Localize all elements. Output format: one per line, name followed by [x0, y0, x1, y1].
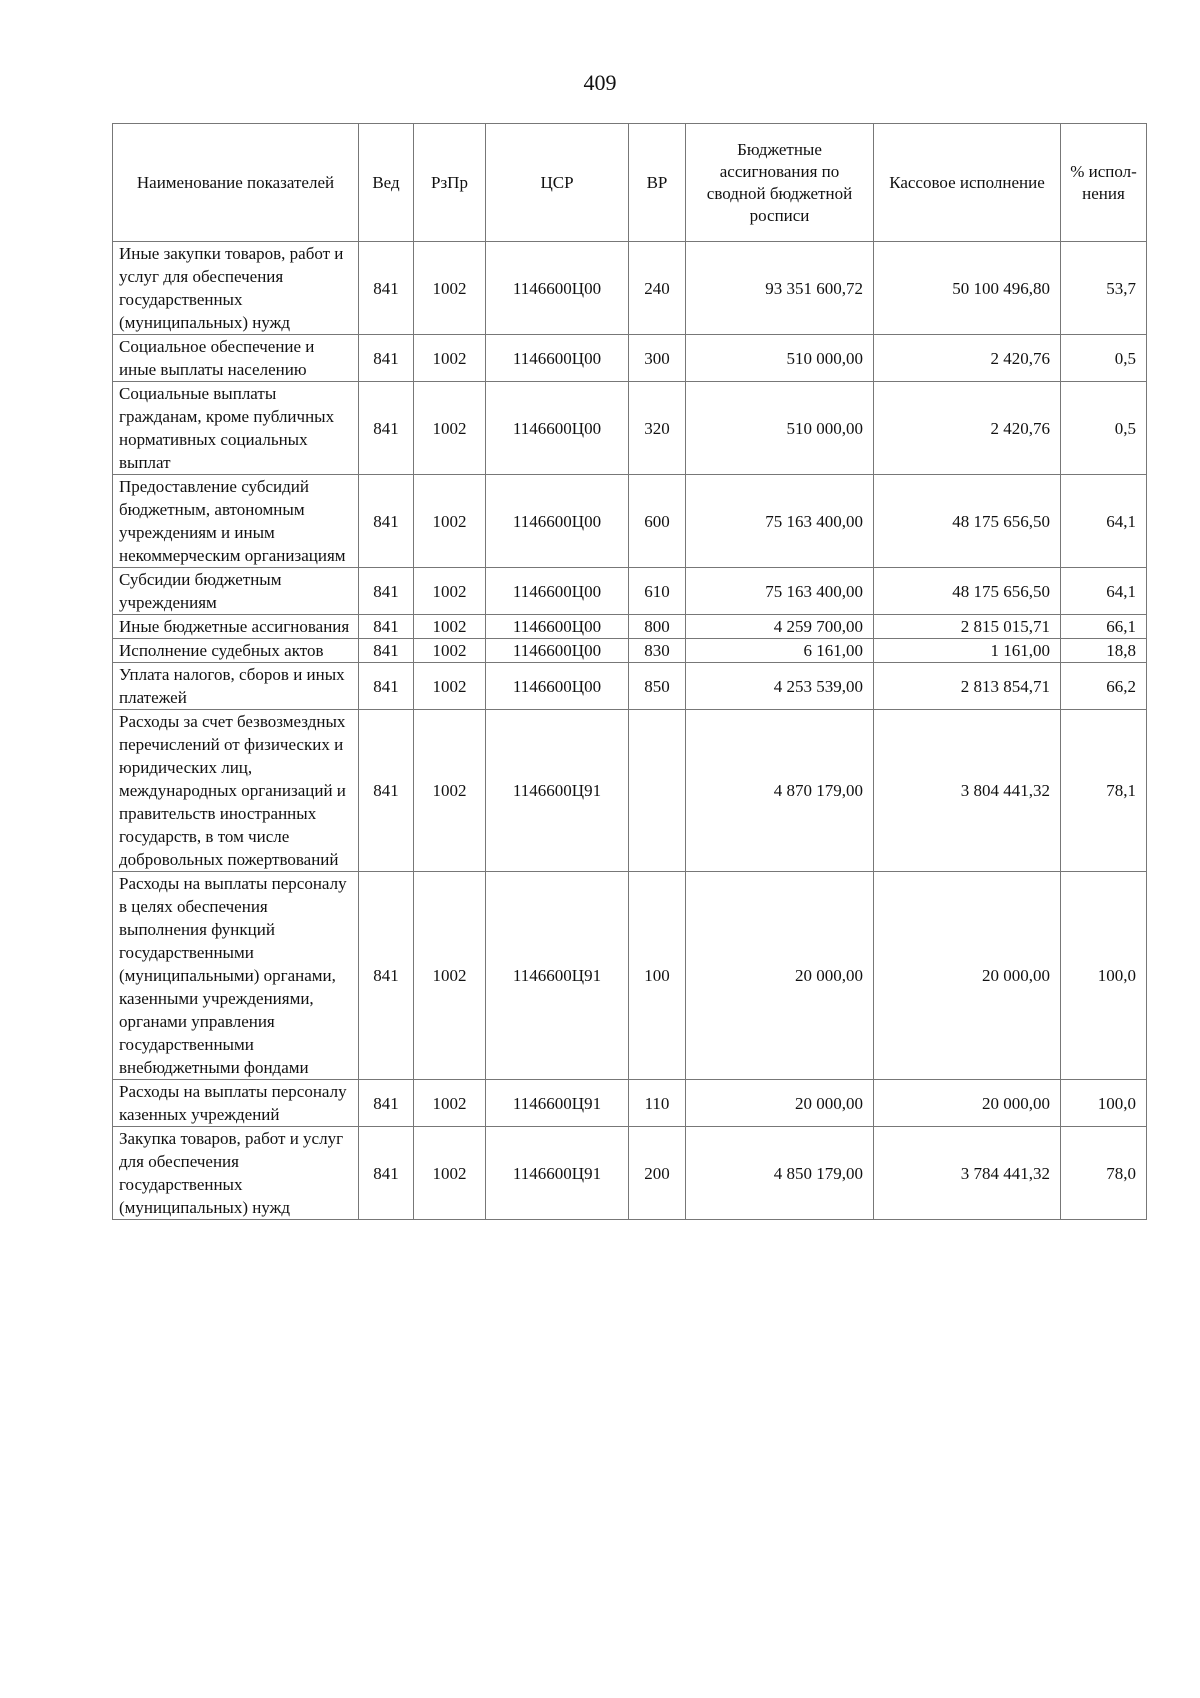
cell-pct: 64,1: [1061, 568, 1147, 615]
cell-pct: 100,0: [1061, 872, 1147, 1080]
table-row: [113, 382, 1147, 475]
table-body: [113, 242, 1147, 1220]
cell-rzpr: 1002: [414, 1080, 486, 1127]
cell-cash: 48 175 656,50: [874, 475, 1061, 568]
cell-csr: 1146600Ц00: [486, 242, 629, 335]
table-row: [113, 615, 1147, 639]
cell-name: Расходы на выплаты персоналу в целях обеспечения выполнения функций государственными (муниципальными) органами, казенными учреждениями, органами управления государственными внебюджетными фондами: [113, 872, 359, 1080]
budget-execution-table: [112, 123, 1147, 1220]
cell-rzpr: 1002: [414, 872, 486, 1080]
table-row: [113, 242, 1147, 335]
cell-pct: 78,0: [1061, 1127, 1147, 1220]
cell-pct: 66,1: [1061, 615, 1147, 639]
cell-ved: 841: [359, 663, 414, 710]
cell-rzpr: 1002: [414, 568, 486, 615]
cell-cash: 2 815 015,71: [874, 615, 1061, 639]
cell-budget: 20 000,00: [686, 1080, 874, 1127]
cell-ved: 841: [359, 242, 414, 335]
cell-csr: 1146600Ц00: [486, 335, 629, 382]
cell-rzpr: 1002: [414, 639, 486, 663]
cell-csr: 1146600Ц91: [486, 872, 629, 1080]
cell-budget: 4 850 179,00: [686, 1127, 874, 1220]
table-row: [113, 663, 1147, 710]
cell-ved: 841: [359, 1127, 414, 1220]
cell-cash: 48 175 656,50: [874, 568, 1061, 615]
cell-name: Уплата налогов, сборов и иных платежей: [113, 663, 359, 710]
cell-vr: [629, 710, 686, 872]
cell-cash: 1 161,00: [874, 639, 1061, 663]
cell-ved: 841: [359, 872, 414, 1080]
header-name: Наименование показателей: [113, 124, 359, 242]
cell-rzpr: 1002: [414, 615, 486, 639]
cell-csr: 1146600Ц91: [486, 710, 629, 872]
table-row: [113, 639, 1147, 663]
cell-vr: 100: [629, 872, 686, 1080]
cell-name: Расходы за счет безвозмездных перечислений от физических и юридических лиц, международных организаций и правительств иностранных государств, в том числе добровольных пожертвований: [113, 710, 359, 872]
cell-name: Закупка товаров, работ и услуг для обеспечения государственных (муниципальных) нужд: [113, 1127, 359, 1220]
cell-ved: 841: [359, 382, 414, 475]
cell-pct: 0,5: [1061, 335, 1147, 382]
cell-rzpr: 1002: [414, 382, 486, 475]
cell-ved: 841: [359, 1080, 414, 1127]
cell-name: Исполнение судебных актов: [113, 639, 359, 663]
cell-csr: 1146600Ц00: [486, 382, 629, 475]
cell-cash: 3 804 441,32: [874, 710, 1061, 872]
cell-budget: 4 259 700,00: [686, 615, 874, 639]
cell-vr: 110: [629, 1080, 686, 1127]
cell-cash: 3 784 441,32: [874, 1127, 1061, 1220]
cell-budget: 75 163 400,00: [686, 475, 874, 568]
cell-ved: 841: [359, 615, 414, 639]
cell-pct: 18,8: [1061, 639, 1147, 663]
header-row: [113, 124, 1147, 242]
cell-csr: 1146600Ц00: [486, 663, 629, 710]
cell-vr: 800: [629, 615, 686, 639]
cell-vr: 600: [629, 475, 686, 568]
header-csr: ЦСР: [486, 124, 629, 242]
cell-csr: 1146600Ц91: [486, 1127, 629, 1220]
cell-name: Предоставление субсидий бюджетным, автономным учреждениям и иным некоммерческим организациям: [113, 475, 359, 568]
cell-budget: 75 163 400,00: [686, 568, 874, 615]
cell-rzpr: 1002: [414, 242, 486, 335]
page-number: 409: [583, 70, 617, 95]
cell-pct: 53,7: [1061, 242, 1147, 335]
cell-vr: 830: [629, 639, 686, 663]
cell-csr: 1146600Ц00: [486, 639, 629, 663]
cell-pct: 78,1: [1061, 710, 1147, 872]
cell-rzpr: 1002: [414, 710, 486, 872]
cell-csr: 1146600Ц00: [486, 475, 629, 568]
cell-vr: 850: [629, 663, 686, 710]
table-row: [113, 1080, 1147, 1127]
cell-pct: 64,1: [1061, 475, 1147, 568]
cell-name: Социальное обеспечение и иные выплаты населению: [113, 335, 359, 382]
cell-budget: 510 000,00: [686, 382, 874, 475]
cell-name: Иные закупки товаров, работ и услуг для обеспечения государственных (муниципальных) нужд: [113, 242, 359, 335]
cell-vr: 240: [629, 242, 686, 335]
table-row: [113, 872, 1147, 1080]
table-row: [113, 710, 1147, 872]
header-budget: Бюджетные ассигнования по сводной бюджетной росписи: [686, 124, 874, 242]
cell-budget: 4 253 539,00: [686, 663, 874, 710]
table-row: [113, 475, 1147, 568]
cell-ved: 841: [359, 710, 414, 872]
cell-cash: 2 420,76: [874, 335, 1061, 382]
table-row: [113, 568, 1147, 615]
cell-vr: 320: [629, 382, 686, 475]
cell-csr: 1146600Ц91: [486, 1080, 629, 1127]
cell-cash: 50 100 496,80: [874, 242, 1061, 335]
cell-name: Социальные выплаты гражданам, кроме публичных нормативных социальных выплат: [113, 382, 359, 475]
cell-csr: 1146600Ц00: [486, 568, 629, 615]
cell-ved: 841: [359, 335, 414, 382]
cell-pct: 66,2: [1061, 663, 1147, 710]
cell-cash: 20 000,00: [874, 1080, 1061, 1127]
cell-cash: 2 420,76: [874, 382, 1061, 475]
cell-vr: 610: [629, 568, 686, 615]
cell-budget: 4 870 179,00: [686, 710, 874, 872]
cell-vr: 300: [629, 335, 686, 382]
cell-ved: 841: [359, 568, 414, 615]
cell-rzpr: 1002: [414, 1127, 486, 1220]
header-ved: Вед: [359, 124, 414, 242]
table-row: [113, 335, 1147, 382]
cell-ved: 841: [359, 475, 414, 568]
cell-pct: 0,5: [1061, 382, 1147, 475]
header-cash: Кассовое исполнение: [874, 124, 1061, 242]
cell-name: Иные бюджетные ассигнования: [113, 615, 359, 639]
cell-vr: 200: [629, 1127, 686, 1220]
cell-name: Субсидии бюджетным учреждениям: [113, 568, 359, 615]
cell-budget: 6 161,00: [686, 639, 874, 663]
cell-ved: 841: [359, 639, 414, 663]
cell-csr: 1146600Ц00: [486, 615, 629, 639]
cell-cash: 2 813 854,71: [874, 663, 1061, 710]
cell-rzpr: 1002: [414, 335, 486, 382]
cell-budget: 93 351 600,72: [686, 242, 874, 335]
cell-pct: 100,0: [1061, 1080, 1147, 1127]
table-row: [113, 1127, 1147, 1220]
cell-budget: 510 000,00: [686, 335, 874, 382]
header-rzpr: РзПр: [414, 124, 486, 242]
cell-budget: 20 000,00: [686, 872, 874, 1080]
header-pct: % испол-нения: [1061, 124, 1147, 242]
cell-rzpr: 1002: [414, 475, 486, 568]
cell-rzpr: 1002: [414, 663, 486, 710]
header-vr: ВР: [629, 124, 686, 242]
cell-name: Расходы на выплаты персоналу казенных учреждений: [113, 1080, 359, 1127]
cell-cash: 20 000,00: [874, 872, 1061, 1080]
